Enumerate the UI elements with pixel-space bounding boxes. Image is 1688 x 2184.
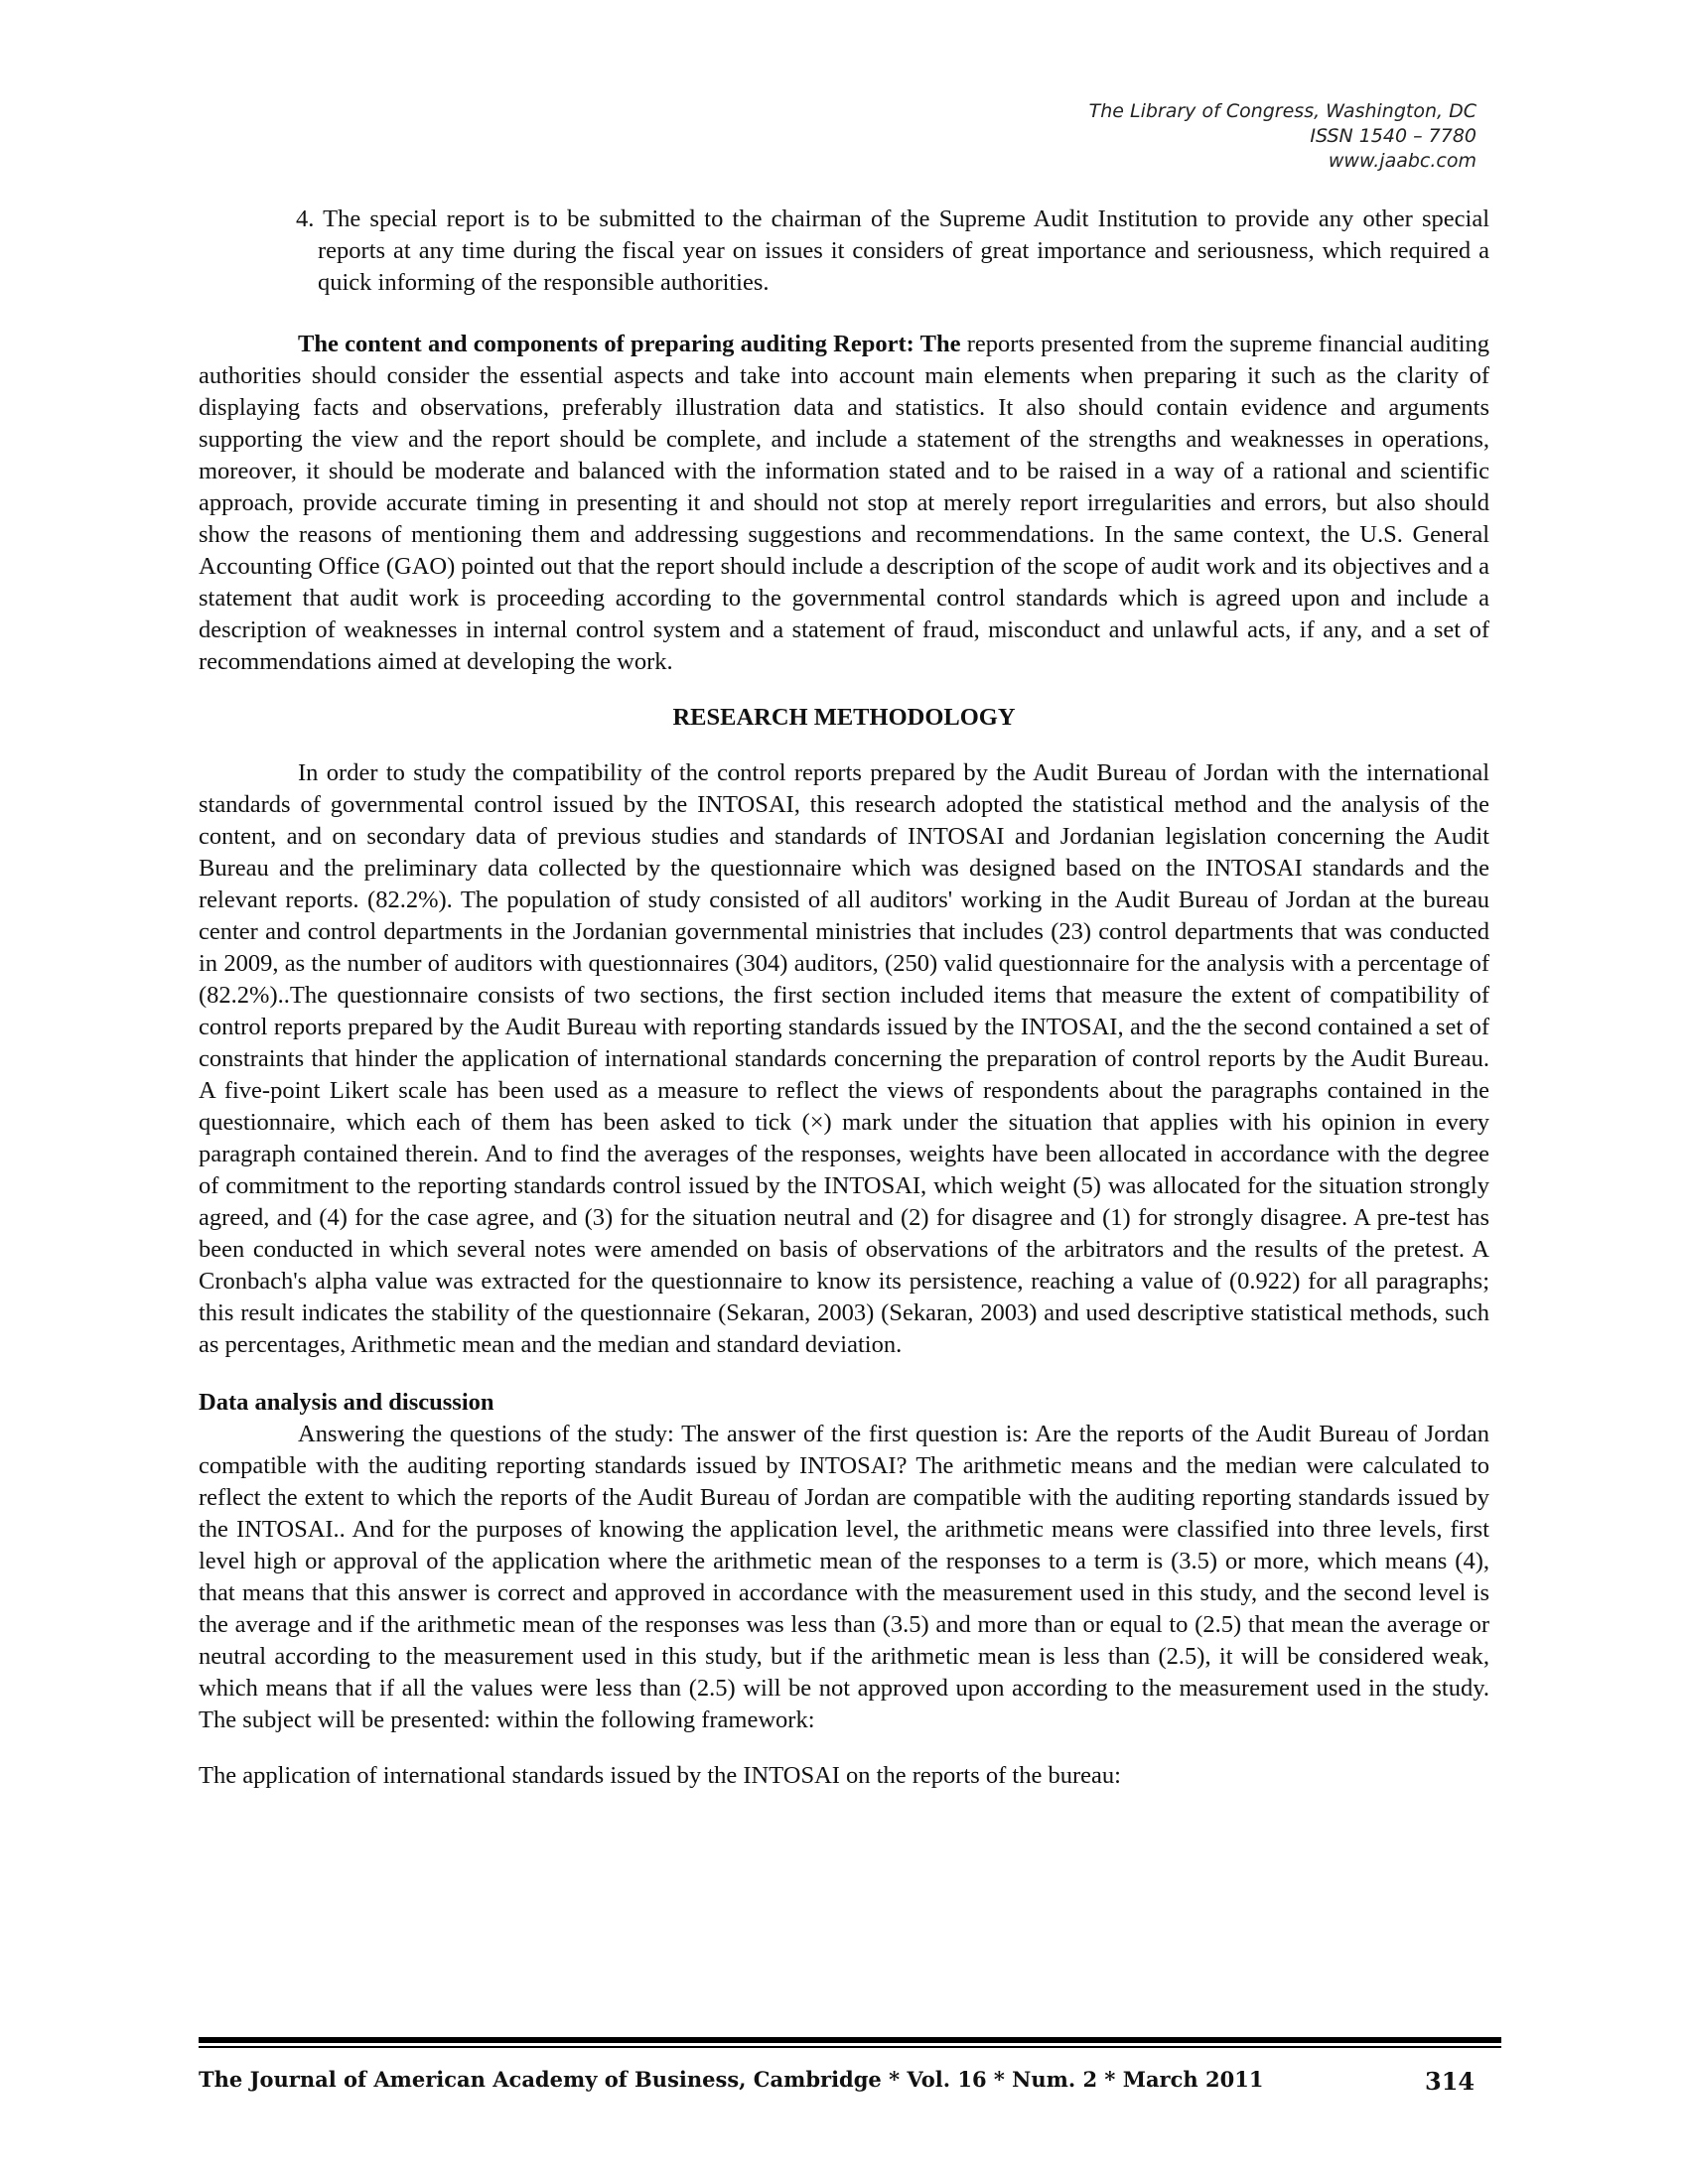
closing-paragraph: The application of international standards issued by the INTOSAI on the reports of the bureau: (199, 1762, 1121, 1789)
footer-rule-thin (199, 2046, 1501, 2048)
section-heading-data-analysis: Data analysis and discussion (199, 1389, 494, 1416)
running-header (881, 99, 1477, 174)
content-components-text: reports presented from the supreme financial auditing authorities should consider the essential aspects and take into account main elements when preparing it such as the clarity of displaying facts and observations, preferably illustration data and statistics. It also should contain evidence and arguments supporting the view and the report should be complete, and include a statement of the strengths and weaknesses in operations, moreover, it should be moderate and balanced with the information stated and to be raised in a way of a rational and scientific approach, provide accurate timing in presenting it and should not stop at merely report irregularities and errors, but also should show the reasons of mentioning them and addressing suggestions and recommendations. In the same context, the U.S. General Accounting Office (GAO) pointed out that the report should include a description of the scope of audit work and its objectives and a statement that audit work is proceeding according to the governmental control standards which is agreed upon and include a description of weaknesses in internal control system and a statement of fraud, misconduct and unlawful acts, if any, and a set of recommendations aimed at developing the work. (199, 331, 1489, 675)
header-issn-line: ISSN 1540 – 7780 (1310, 125, 1477, 147)
footer-journal-citation: The Journal of American Academy of Business, Cambridge * Vol. 16 * Num. 2 * March 2011 (199, 2067, 1264, 2092)
content-components-paragraph (199, 329, 1489, 678)
header-url-line: www.jaabc.com (1328, 150, 1477, 172)
page-body (199, 204, 1489, 1792)
footer-rule-thick (199, 2037, 1501, 2043)
methodology-paragraph: In order to study the compatibility of the control reports prepared by the Audit Bureau of Jordan with the international standards of governmental control issued by the INTOSAI, this research adopted the statistical method and the analysis of the content, and on secondary data of previous studies and standards of INTOSAI and Jordanian legislation concerning the Audit Bureau and the preliminary data collected by the questionnaire which was designed based on the INTOSAI standards and the relevant reports. (82.2%). The population of study consisted of all auditors' working in the Audit Bureau of Jordan at the bureau center and control departments in the Jordanian governmental ministries that includes (23) control departments that was conducted in 2009, as the number of auditors with questionnaires (304) auditors, (250) valid questionnaire for the analysis with a percentage of (82.2%)..The questionnaire consists of two sections, the first section included items that measure the extent of compatibility of control reports prepared by the Audit Bureau with reporting standards issued by the INTOSAI, and the the second contained a set of constraints that hinder the application of international standards concerning the preparation of control reports by the Audit Bureau. A five-point Likert scale has been used as a measure to reflect the views of respondents about the paragraphs contained in the questionnaire, which each of them has been asked to tick (×) mark under the situation that applies with his opinion in every paragraph contained therein. And to find the averages of the responses, weights have been allocated in accordance with the degree of commitment to the reporting standards control issued by the INTOSAI, which weight (5) was allocated for the situation strongly agreed, and (4) for the case agree, and (3) for the situation neutral and (2) for disagree and (1) for strongly disagree. A pre-test has been conducted in which several notes were amended on basis of observations of the arbitrators and the results of the pretest. A Cronbach's alpha value was extracted for the questionnaire to know its persistence, reaching a value of (0.922) for all paragraphs; this result indicates the stability of the questionnaire (Sekaran, 2003) (Sekaran, 2003) and used descriptive statistical methods, such as percentages, Arithmetic mean and the median and standard deviation. (199, 759, 1489, 1358)
analysis-paragraph: Answering the questions of the study: The answer of the first question is: Are the reports of the Audit Bureau of Jordan compatible with the auditing reporting standards issued by INTOSAI? The arithmetic means and the median were calculated to reflect the extent to which the reports of the Audit Bureau of Jordan are compatible with the auditing reporting standards issued by the INTOSAI.. And for the purposes of knowing the application level, the arithmetic means were classified into three levels, first level high or approval of the application where the arithmetic mean of the responses to a term is (3.5) or more, which means (4), that means that this answer is correct and approved in accordance with the measurement used in this study, and the second level is the average and if the arithmetic mean of the responses was less than (3.5) and more than or equal to (2.5) that mean the average or neutral according to the measurement used in this study, but if the arithmetic mean is less than (2.5), it will be considered weak, which means that if all the values were less than (2.5) will be not approved upon according to the measurement used in the study. The subject will be presented: within the following framework: (199, 1421, 1489, 1733)
footer-rule (199, 2037, 1501, 2048)
header-library-line: The Library of Congress, Washington, DC (1088, 100, 1477, 122)
content-components-lead: The content and components of preparing auditing Report: The (298, 331, 961, 357)
page-number: 314 (1425, 2067, 1476, 2096)
list-item-4: 4. The special report is to be submitted to the chairman of the Supreme Audit Institution to provide any other special reports at any time during the fiscal year on issues it considers of great importance and seriousness, which required a quick informing of the responsible authorities. (296, 205, 1489, 296)
section-heading-methodology: RESEARCH METHODOLOGY (672, 704, 1016, 731)
